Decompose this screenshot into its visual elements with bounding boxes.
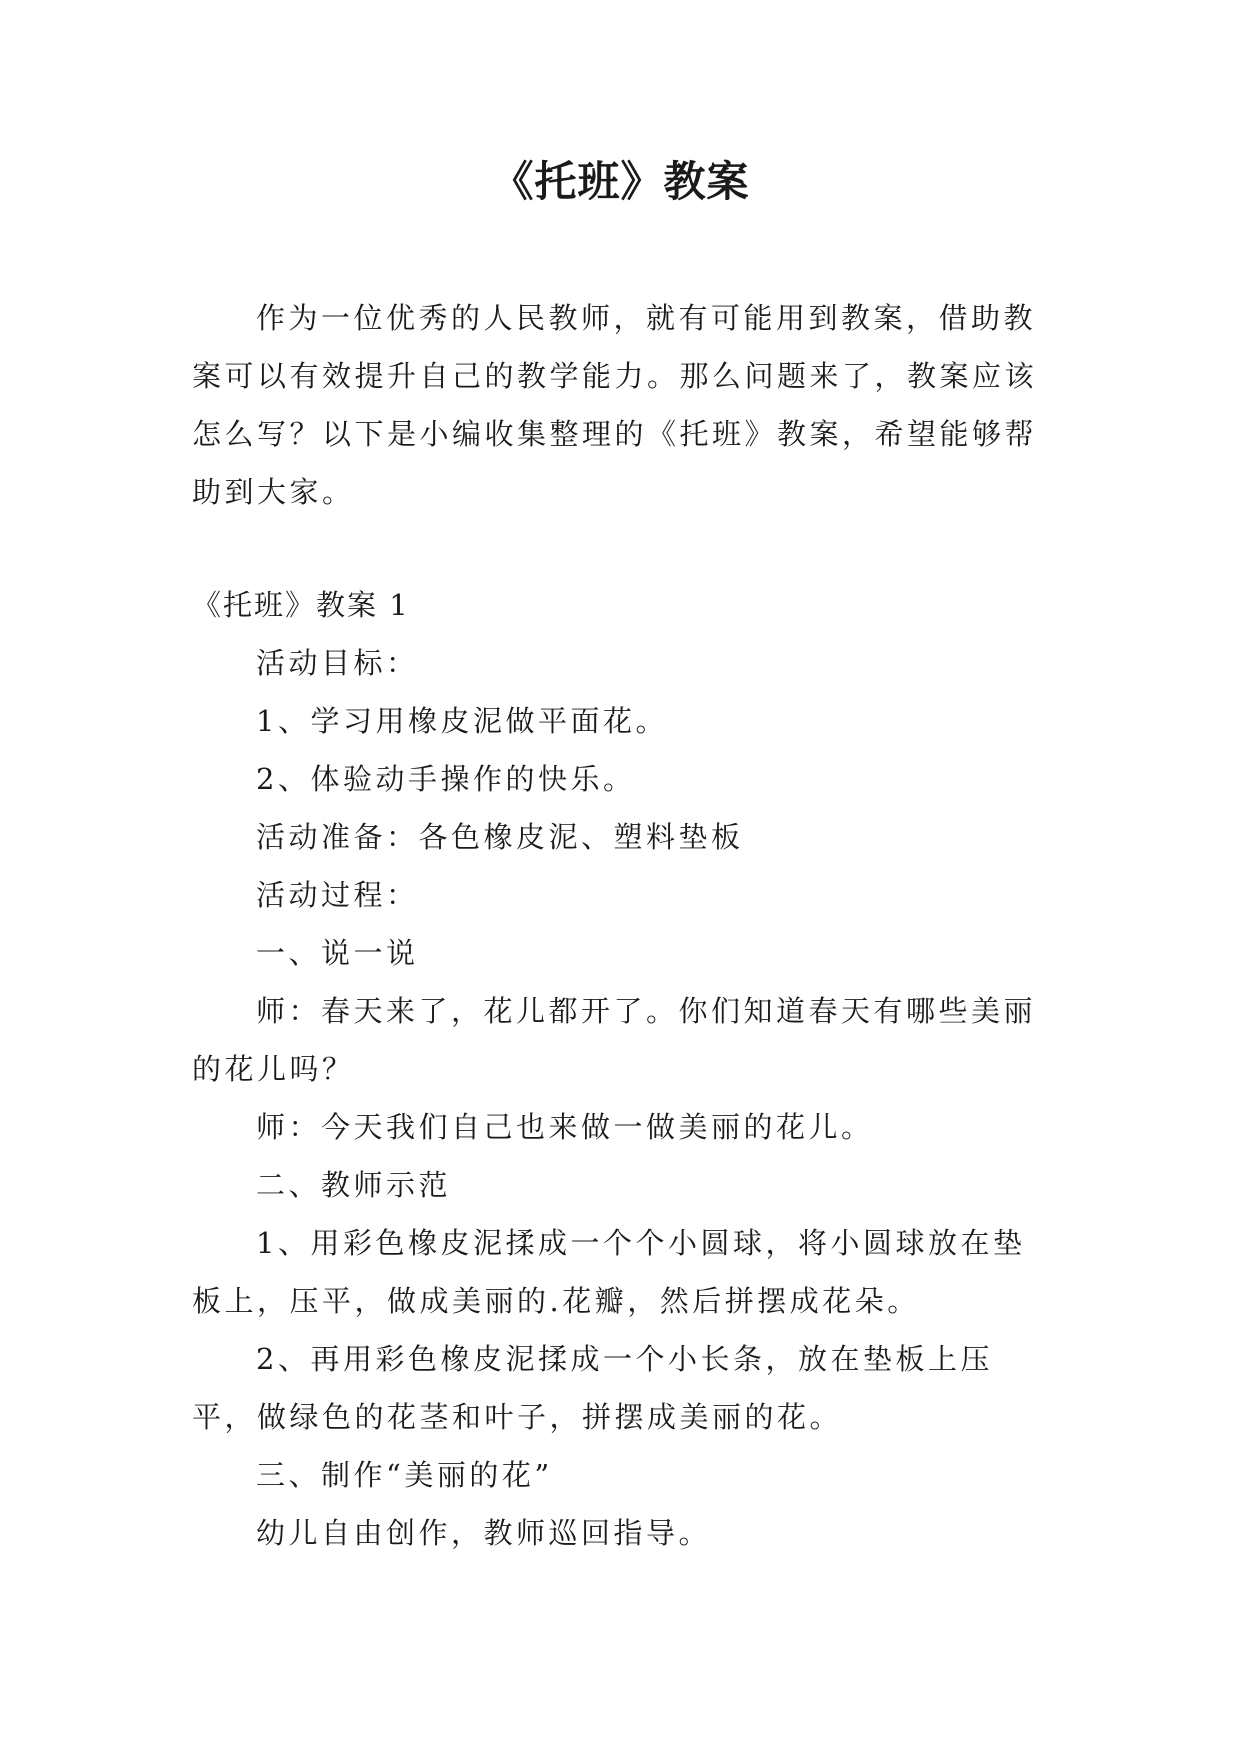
paragraph-activity-goals: 活动目标： [256,646,419,680]
paragraph-step-2-heading: 二、教师示范 [256,1168,452,1202]
paragraph-step-3-heading: 三、制作“美丽的花” [256,1458,553,1492]
paragraph-demo-1: 1、用彩色橡皮泥揉成一个个小圆球，将小圆球放在垫板上，压平，做成美丽的.花瓣，然后拼摆成花朵。 [192,1226,1026,1318]
lesson-content [192,634,1050,1562]
paragraph-free-creation: 幼儿自由创作，教师巡回指导。 [256,1516,712,1550]
paragraph-demo-2: 2、再用彩色橡皮泥揉成一个小长条，放在垫板上压平，做绿色的花茎和叶子，拼摆成美丽的花。 [192,1342,993,1434]
paragraph-goal-2: 2、体验动手操作的快乐。 [256,762,636,796]
paragraph-activity-process: 活动过程： [256,878,419,912]
section-heading: 《托班》教案 1 [192,588,410,622]
paragraph-teacher-question: 师：春天来了，花儿都开了。你们知道春天有哪些美丽的花儿吗？ [192,994,1037,1086]
document-title: 《托班》教案 [491,157,750,206]
paragraph-goal-1: 1、学习用橡皮泥做平面花。 [256,704,668,738]
intro-paragraph: 作为一位优秀的人民教师，就有可能用到教案，借助教案可以有效提升自己的教学能力。那么问题来了，教案应该怎么写？以下是小编收集整理的《托班》教案，希望能够帮助到大家。 [192,301,1038,509]
paragraph-activity-preparation: 活动准备：各色橡皮泥、塑料垫板 [256,820,744,854]
paragraph-teacher-intro: 师：今天我们自己也来做一做美丽的花儿。 [256,1110,874,1144]
paragraph-step-1-heading: 一、说一说 [256,936,419,970]
